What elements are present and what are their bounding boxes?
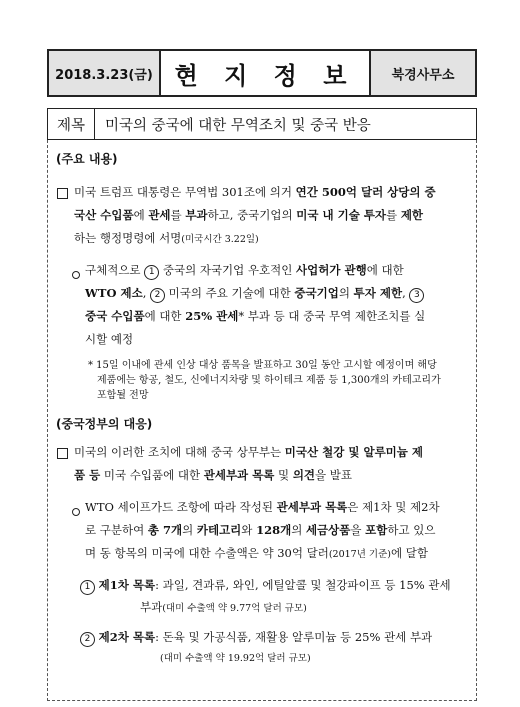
- text: ,: [402, 286, 410, 300]
- text: 구체적으로: [85, 263, 145, 277]
- text: (대미 수출액 약 9.77억 달러 규모): [162, 603, 307, 614]
- circled-number-2: 2: [150, 288, 165, 303]
- footnote-line2: 제품에는 항공, 철도, 신에너지차량 및 하이테크 제품 등 1,300개의 카테고리가: [97, 375, 441, 386]
- s1-p2-line2: [85, 285, 424, 303]
- text: 을: [350, 523, 366, 537]
- s1-p1-line3-text: 하는 행정명령에 서명: [74, 231, 182, 245]
- text-run: 하고, 중국기업의: [207, 208, 297, 222]
- s2-item2-line1: [80, 629, 432, 647]
- s1-p1-line3-note: (미국시간 3.22일): [181, 234, 259, 245]
- subject-text: 미국의 중국에 대한 무역조치 및 중국 반응: [105, 117, 371, 134]
- office-name: 북경사무소: [369, 51, 475, 95]
- text: 은 제1차 및 제2차: [347, 500, 440, 514]
- header-bar: [47, 49, 477, 97]
- text: 며 동 항목의 미국에 대한 수출액은 약 30억 달러: [85, 546, 329, 560]
- page-title: 현 지 정 보: [174, 61, 356, 90]
- text: 에 대한: [366, 263, 404, 277]
- text: 제1차 목록: [98, 578, 156, 592]
- s1-p2-line4: 시할 예정: [85, 332, 134, 346]
- s1-p1-line2: [74, 207, 423, 223]
- text: 관세부과 목록: [203, 468, 275, 482]
- text: 128개: [256, 523, 292, 537]
- text: 및: [274, 468, 293, 482]
- text-run: 미국 트럼프 대통령은 무역법 301조에 의거: [74, 185, 296, 199]
- square-bullet-icon: [57, 448, 68, 462]
- circled-number-2: 2: [80, 632, 95, 647]
- text-run: 국산 수입품: [74, 208, 134, 222]
- s2-p2-line1: [85, 499, 440, 515]
- section-heading-main: (주요 내용): [56, 152, 118, 166]
- footnote-line3: 포함될 전망: [97, 390, 149, 401]
- text: 와: [241, 523, 257, 537]
- s2-p1-line1: [74, 444, 423, 460]
- subject-label: 제목: [48, 109, 95, 139]
- s2-item1-line1: [80, 577, 451, 595]
- s1-p2-line3: [85, 308, 425, 324]
- circled-number-1: 1: [144, 265, 159, 280]
- s2-item2-line2: (대미 수출액 약 19.92억 달러 규모): [160, 653, 311, 664]
- s2-p2-line3: [85, 545, 428, 563]
- text: 사업허가 관행: [296, 263, 367, 277]
- s2-p2-line2: [85, 522, 435, 538]
- s1-p1-line1: [74, 184, 436, 200]
- text-run: 를: [386, 208, 401, 222]
- text: 미국 수입품에 대한: [100, 468, 204, 482]
- section-heading-china: (중국정부의 대응): [56, 417, 153, 431]
- text: WTO 제소: [85, 286, 143, 300]
- text: 중국 수입품: [85, 309, 145, 323]
- circle-bullet-icon: [72, 268, 80, 282]
- text-run: 를: [170, 208, 186, 222]
- s2-p1-line2: [74, 467, 352, 483]
- text-run: 에: [133, 208, 149, 222]
- subject-row: [47, 108, 477, 140]
- text: 로 구분하여: [85, 523, 148, 537]
- text: 미국의 이러한 조치에 대해 중국 상무부는: [74, 445, 285, 459]
- text: 의견: [292, 468, 316, 482]
- text: 미국의 주요 기술에 대한: [165, 286, 295, 300]
- text: 관세부과 목록: [276, 500, 348, 514]
- text: : 돈육 및 가공식품, 재활용 알루미늄 등 25% 관세 부과: [155, 630, 433, 644]
- text-run: 미국 내 기술 투자: [296, 208, 387, 222]
- text: WTO 세이프가드 조항에 따라 작성된: [85, 500, 277, 514]
- text: 의: [291, 523, 306, 537]
- text: 에 달함: [390, 546, 428, 560]
- text: 의: [338, 286, 354, 300]
- text: * 부과 등 대 중국 무역 제한조치를 실: [238, 309, 426, 323]
- text: 부과: [140, 600, 163, 614]
- circle-bullet-icon: [72, 505, 80, 519]
- circled-number-3: 3: [409, 288, 424, 303]
- text-run: 부과: [185, 208, 208, 222]
- text-run: 관세: [148, 208, 171, 222]
- text: 투자 제한: [353, 286, 403, 300]
- text: (2017년 기준): [328, 549, 391, 560]
- text: 포함: [365, 523, 388, 537]
- text: 미국산 철강 및 알루미늄 제: [284, 445, 424, 459]
- circled-number-1: 1: [80, 580, 95, 595]
- square-bullet-icon: [57, 188, 68, 202]
- text: 하고 있으: [387, 523, 436, 537]
- text: 중국의 자국기업 우호적인: [159, 263, 297, 277]
- text: 카테고리: [196, 523, 242, 537]
- text: : 과일, 견과류, 와인, 에틸알콜 및 철강파이프 등 15% 관세: [155, 578, 451, 592]
- s1-p2-line1: [85, 262, 404, 280]
- text: 제2차 목록: [98, 630, 156, 644]
- report-date: 2018.3.23(금): [49, 51, 161, 95]
- text: 총 7개: [147, 523, 183, 537]
- text: ,: [142, 286, 151, 300]
- text: 에 대한: [144, 309, 186, 323]
- footnote-line1: * 15일 이내에 관세 인상 대상 품목을 발표하고 30일 동안 고시할 예정이며 해당: [88, 360, 437, 371]
- text-run: 제한: [400, 208, 424, 222]
- text: 을 발표: [315, 468, 353, 482]
- s1-p1-line3: [74, 230, 259, 248]
- text: 25% 관세: [185, 309, 239, 323]
- text: 의: [182, 523, 197, 537]
- text: 품 등: [74, 468, 101, 482]
- s2-item1-line2: [140, 599, 307, 617]
- text: 세금상품: [305, 523, 351, 537]
- text-run: 연간 500억 달러 상당의 중: [295, 185, 436, 199]
- text: 중국기업: [294, 286, 339, 300]
